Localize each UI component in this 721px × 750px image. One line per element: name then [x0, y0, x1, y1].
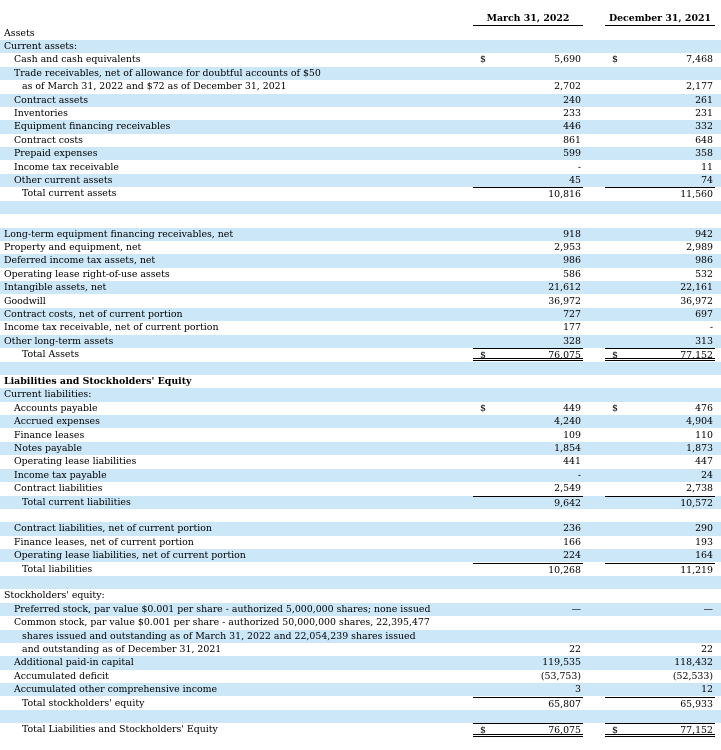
cell-december-2021 [605, 161, 715, 174]
cell-december-2021 [605, 415, 715, 428]
cell-march-2022 [473, 281, 583, 294]
cell-value: 2,177 [686, 81, 713, 93]
table-row [0, 388, 721, 401]
cell-december-2021 [605, 496, 715, 509]
cell-march-2022 [473, 670, 583, 683]
row-label: Assets [4, 27, 35, 39]
cell-march-2022 [473, 482, 583, 495]
cell-march-2022 [473, 442, 583, 455]
cell-value: 2,738 [686, 483, 713, 495]
row-label: Total stockholders' equity [22, 697, 145, 709]
row-label: Contract costs, net of current portion [4, 308, 183, 320]
cell-value: 4,904 [686, 416, 713, 428]
cell-march-2022 [473, 335, 583, 348]
table-row [0, 536, 721, 549]
cell-december-2021 [605, 697, 715, 710]
cell-value: 224 [563, 550, 581, 562]
cell-march-2022 [473, 656, 583, 669]
table-row [0, 228, 721, 241]
cell-value: — [571, 603, 581, 615]
cell-value: 22 [569, 643, 581, 655]
cell-march-2022 [473, 536, 583, 549]
cell-december-2021 [605, 402, 715, 415]
cell-value: (53,753) [540, 670, 581, 682]
cell-march-2022 [473, 308, 583, 321]
cell-march-2022 [473, 402, 583, 415]
column-header-march-2022: March 31, 2022 [473, 13, 583, 26]
cell-march-2022 [473, 241, 583, 254]
cell-december-2021 [605, 469, 715, 482]
dollar-sign: $ [480, 350, 486, 362]
table-row [0, 174, 721, 187]
cell-december-2021 [605, 429, 715, 442]
column-header-december-2021: December 31, 2021 [605, 13, 715, 26]
table-row [0, 53, 721, 66]
cell-december-2021 [605, 241, 715, 254]
cell-december-2021 [605, 120, 715, 133]
cell-value: 290 [695, 523, 713, 535]
cell-value: 5,690 [554, 54, 581, 66]
cell-value: 861 [563, 134, 581, 146]
cell-value: 65,807 [548, 698, 581, 710]
cell-value: 2,549 [554, 483, 581, 495]
cell-march-2022 [473, 522, 583, 535]
table-row [0, 254, 721, 267]
cell-value: 10,268 [548, 564, 581, 576]
table-row [0, 616, 721, 629]
row-label: Common stock, par value $0.001 per share - authorized 50,000,000 shares, 22,395,477 [14, 617, 430, 629]
spacer-row [0, 201, 721, 214]
cell-value: 986 [695, 255, 713, 267]
cell-march-2022 [473, 134, 583, 147]
cell-december-2021 [605, 268, 715, 281]
row-label: Goodwill [4, 295, 46, 307]
cell-value: 77,152 [680, 725, 713, 737]
row-label: Income tax receivable, net of current portion [4, 322, 219, 334]
dollar-sign: $ [612, 350, 618, 362]
table-row [0, 40, 721, 53]
cell-value: 942 [695, 228, 713, 240]
cell-march-2022 [473, 348, 583, 361]
cell-march-2022 [473, 496, 583, 509]
cell-value: 231 [695, 107, 713, 119]
table-row [0, 120, 721, 133]
cell-value: 76,075 [548, 350, 581, 362]
table-row [0, 589, 721, 602]
cell-december-2021 [605, 308, 715, 321]
cell-value: 1,873 [686, 442, 713, 454]
cell-value: 74 [701, 174, 713, 186]
cell-value: 447 [695, 456, 713, 468]
cell-value: 236 [563, 523, 581, 535]
cell-value: 76,075 [548, 725, 581, 737]
cell-december-2021 [605, 603, 715, 616]
row-label: Operating lease liabilities, net of current portion [14, 550, 246, 562]
table-row [0, 697, 721, 710]
cell-march-2022 [473, 254, 583, 267]
row-label: Accumulated other comprehensive income [14, 684, 218, 696]
cell-value: 532 [695, 268, 713, 280]
cell-december-2021 [605, 228, 715, 241]
cell-value: 261 [695, 94, 713, 106]
cell-december-2021 [605, 107, 715, 120]
table-row [0, 375, 721, 388]
table-row [0, 496, 721, 509]
table-row [0, 147, 721, 160]
row-label: Finance leases, net of current portion [14, 536, 194, 548]
cell-december-2021 [605, 174, 715, 187]
cell-december-2021 [605, 295, 715, 308]
row-label: Deferred income tax assets, net [4, 255, 156, 267]
cell-value: 449 [563, 402, 581, 414]
cell-value: 2,953 [554, 241, 581, 253]
row-label: Income tax payable [14, 469, 107, 481]
cell-december-2021 [605, 683, 715, 696]
cell-december-2021 [605, 348, 715, 361]
cell-march-2022 [473, 415, 583, 428]
cell-december-2021 [605, 53, 715, 66]
cell-december-2021 [605, 482, 715, 495]
cell-december-2021 [605, 549, 715, 562]
dollar-sign: $ [612, 54, 618, 66]
table-row [0, 94, 721, 107]
dollar-sign: $ [480, 402, 486, 414]
table-row [0, 643, 721, 656]
row-label: Total current liabilities [22, 496, 131, 508]
row-label: Operating lease liabilities [14, 456, 137, 468]
cell-value: 118,432 [674, 657, 713, 669]
row-label: Contract liabilities, net of current portion [14, 523, 212, 535]
table-row [0, 670, 721, 683]
row-label: Total liabilities [22, 563, 93, 575]
cell-march-2022 [473, 147, 583, 160]
cell-value: 65,933 [680, 698, 713, 710]
cell-value: 166 [563, 536, 581, 548]
cell-december-2021 [605, 254, 715, 267]
cell-march-2022 [473, 107, 583, 120]
row-label: Operating lease right-of-use assets [4, 268, 170, 280]
cell-value: 358 [695, 148, 713, 160]
cell-december-2021 [605, 442, 715, 455]
cell-value: 313 [695, 335, 713, 347]
cell-value: 10,572 [680, 497, 713, 509]
cell-value: 24 [701, 469, 713, 481]
cell-value: 332 [695, 121, 713, 133]
cell-march-2022 [473, 161, 583, 174]
cell-value: 11,560 [680, 189, 713, 201]
cell-value: 1,854 [554, 442, 581, 454]
cell-march-2022 [473, 295, 583, 308]
cell-march-2022 [473, 174, 583, 187]
spacer-row [0, 509, 721, 522]
table-row [0, 107, 721, 120]
cell-value: 446 [563, 121, 581, 133]
cell-march-2022 [473, 268, 583, 281]
cell-december-2021 [605, 455, 715, 468]
cell-december-2021 [605, 670, 715, 683]
cell-value: 21,612 [548, 282, 581, 294]
table-row [0, 522, 721, 535]
cell-december-2021 [605, 563, 715, 576]
cell-march-2022 [473, 683, 583, 696]
cell-march-2022 [473, 53, 583, 66]
dollar-sign: $ [612, 402, 618, 414]
cell-december-2021 [605, 536, 715, 549]
cell-value: 36,972 [548, 295, 581, 307]
cell-value: 9,642 [554, 497, 581, 509]
cell-december-2021 [605, 281, 715, 294]
cell-value: 328 [563, 335, 581, 347]
cell-march-2022 [473, 603, 583, 616]
row-label: Accumulated deficit [14, 670, 109, 682]
table-row [0, 549, 721, 562]
row-label: Property and equipment, net [4, 241, 142, 253]
table-row [0, 335, 721, 348]
cell-value: - [577, 469, 581, 481]
row-label: Trade receivables, net of allowance for doubtful accounts of $50 [14, 67, 321, 79]
cell-march-2022 [473, 455, 583, 468]
cell-march-2022 [473, 120, 583, 133]
cell-value: 110 [695, 429, 713, 441]
row-label: Income tax receivable [14, 161, 119, 173]
cell-value: 193 [695, 536, 713, 548]
row-label: Prepaid expenses [14, 148, 98, 160]
cell-december-2021 [605, 522, 715, 535]
row-label: Total current assets [22, 188, 117, 200]
table-row [0, 268, 721, 281]
cell-december-2021 [605, 187, 715, 200]
cell-value: 4,240 [554, 416, 581, 428]
table-row [0, 295, 721, 308]
cell-value: - [709, 322, 713, 334]
cell-value: 36,972 [680, 295, 713, 307]
row-label: as of March 31, 2022 and $72 as of December 31, 2021 [22, 81, 287, 93]
table-row [0, 723, 721, 736]
cell-value: 2,989 [686, 241, 713, 253]
cell-march-2022 [473, 563, 583, 576]
cell-value: 2,702 [554, 81, 581, 93]
row-label: Notes payable [14, 442, 82, 454]
table-row [0, 482, 721, 495]
cell-value: 45 [569, 174, 581, 186]
cell-value: 12 [701, 684, 713, 696]
table-row [0, 656, 721, 669]
cell-value: 177 [563, 322, 581, 334]
cell-december-2021 [605, 134, 715, 147]
row-label: Contract assets [14, 94, 89, 106]
cell-value: 109 [563, 429, 581, 441]
cell-value: 77,152 [680, 350, 713, 362]
cell-value: (52,533) [672, 670, 713, 682]
table-row [0, 27, 721, 40]
table-row [0, 187, 721, 200]
row-label: and outstanding as of December 31, 2021 [22, 643, 222, 655]
row-label: Accounts payable [14, 402, 98, 414]
cell-march-2022 [473, 469, 583, 482]
table-row [0, 603, 721, 616]
table-row [0, 308, 721, 321]
table-row [0, 134, 721, 147]
table-row [0, 563, 721, 576]
row-label: Stockholders' equity: [4, 590, 105, 602]
cell-value: — [703, 603, 713, 615]
cell-december-2021 [605, 643, 715, 656]
cell-december-2021 [605, 80, 715, 93]
row-label: Additional paid-in capital [14, 657, 134, 669]
table-row [0, 80, 721, 93]
cell-value: 3 [575, 684, 581, 696]
cell-december-2021 [605, 321, 715, 334]
row-label: Inventories [14, 107, 68, 119]
cell-value: - [577, 161, 581, 173]
table-row [0, 321, 721, 334]
row-label: Contract liabilities [14, 483, 103, 495]
row-label: Equipment financing receivables [14, 121, 171, 133]
table-row [0, 429, 721, 442]
table-row [0, 241, 721, 254]
cell-march-2022 [473, 643, 583, 656]
spacer-row [0, 710, 721, 723]
row-label: Total Assets [22, 349, 80, 361]
cell-value: 164 [695, 550, 713, 562]
row-label: shares issued and outstanding as of March 31, 2022 and 22,054,239 shares issued [22, 630, 416, 642]
cell-value: 599 [563, 148, 581, 160]
cell-march-2022 [473, 80, 583, 93]
row-label: Current liabilities: [4, 389, 92, 401]
cell-december-2021 [605, 94, 715, 107]
cell-value: 11,219 [680, 564, 713, 576]
cell-march-2022 [473, 321, 583, 334]
row-label: Liabilities and Stockholders' Equity [4, 375, 192, 387]
table-row [0, 348, 721, 361]
cell-value: 7,468 [686, 54, 713, 66]
cell-december-2021 [605, 723, 715, 736]
row-label: Total Liabilities and Stockholders' Equity [22, 724, 218, 736]
cell-march-2022 [473, 228, 583, 241]
table-row [0, 402, 721, 415]
row-label: Cash and cash equivalents [14, 54, 141, 66]
row-label: Other long-term assets [4, 335, 114, 347]
row-label: Intangible assets, net [4, 282, 107, 294]
table-row [0, 415, 721, 428]
cell-value: 697 [695, 308, 713, 320]
dollar-sign: $ [480, 54, 486, 66]
table-row [0, 683, 721, 696]
row-label: Current assets: [4, 40, 78, 52]
table-row [0, 281, 721, 294]
cell-value: 648 [695, 134, 713, 146]
cell-value: 22,161 [680, 282, 713, 294]
cell-march-2022 [473, 429, 583, 442]
cell-value: 22 [701, 643, 713, 655]
cell-december-2021 [605, 335, 715, 348]
spacer-row [0, 576, 721, 589]
dollar-sign: $ [612, 725, 618, 737]
table-row [0, 630, 721, 643]
cell-value: 233 [563, 107, 581, 119]
cell-value: 11 [701, 161, 713, 173]
row-label: Finance leases [14, 429, 85, 441]
table-row [0, 67, 721, 80]
table-row [0, 442, 721, 455]
table-row [0, 469, 721, 482]
cell-value: 10,816 [548, 189, 581, 201]
cell-march-2022 [473, 697, 583, 710]
row-label: Other current assets [14, 174, 113, 186]
table-row [0, 161, 721, 174]
cell-value: 586 [563, 268, 581, 280]
spacer-row [0, 362, 721, 375]
row-label: Accrued expenses [14, 416, 100, 428]
row-label: Long-term equipment financing receivables, net [4, 228, 234, 240]
row-label: Preferred stock, par value $0.001 per share - authorized 5,000,000 shares; none issued [14, 603, 431, 615]
cell-value: 476 [695, 402, 713, 414]
dollar-sign: $ [480, 725, 486, 737]
cell-december-2021 [605, 656, 715, 669]
cell-value: 119,535 [542, 657, 581, 669]
cell-value: 240 [563, 94, 581, 106]
cell-december-2021 [605, 147, 715, 160]
cell-value: 986 [563, 255, 581, 267]
spacer-row [0, 214, 721, 227]
row-label: Contract costs [14, 134, 83, 146]
cell-value: 727 [563, 308, 581, 320]
table-row [0, 455, 721, 468]
cell-march-2022 [473, 187, 583, 200]
cell-value: 918 [563, 228, 581, 240]
cell-value: 441 [563, 456, 581, 468]
cell-march-2022 [473, 94, 583, 107]
cell-march-2022 [473, 723, 583, 736]
cell-march-2022 [473, 549, 583, 562]
